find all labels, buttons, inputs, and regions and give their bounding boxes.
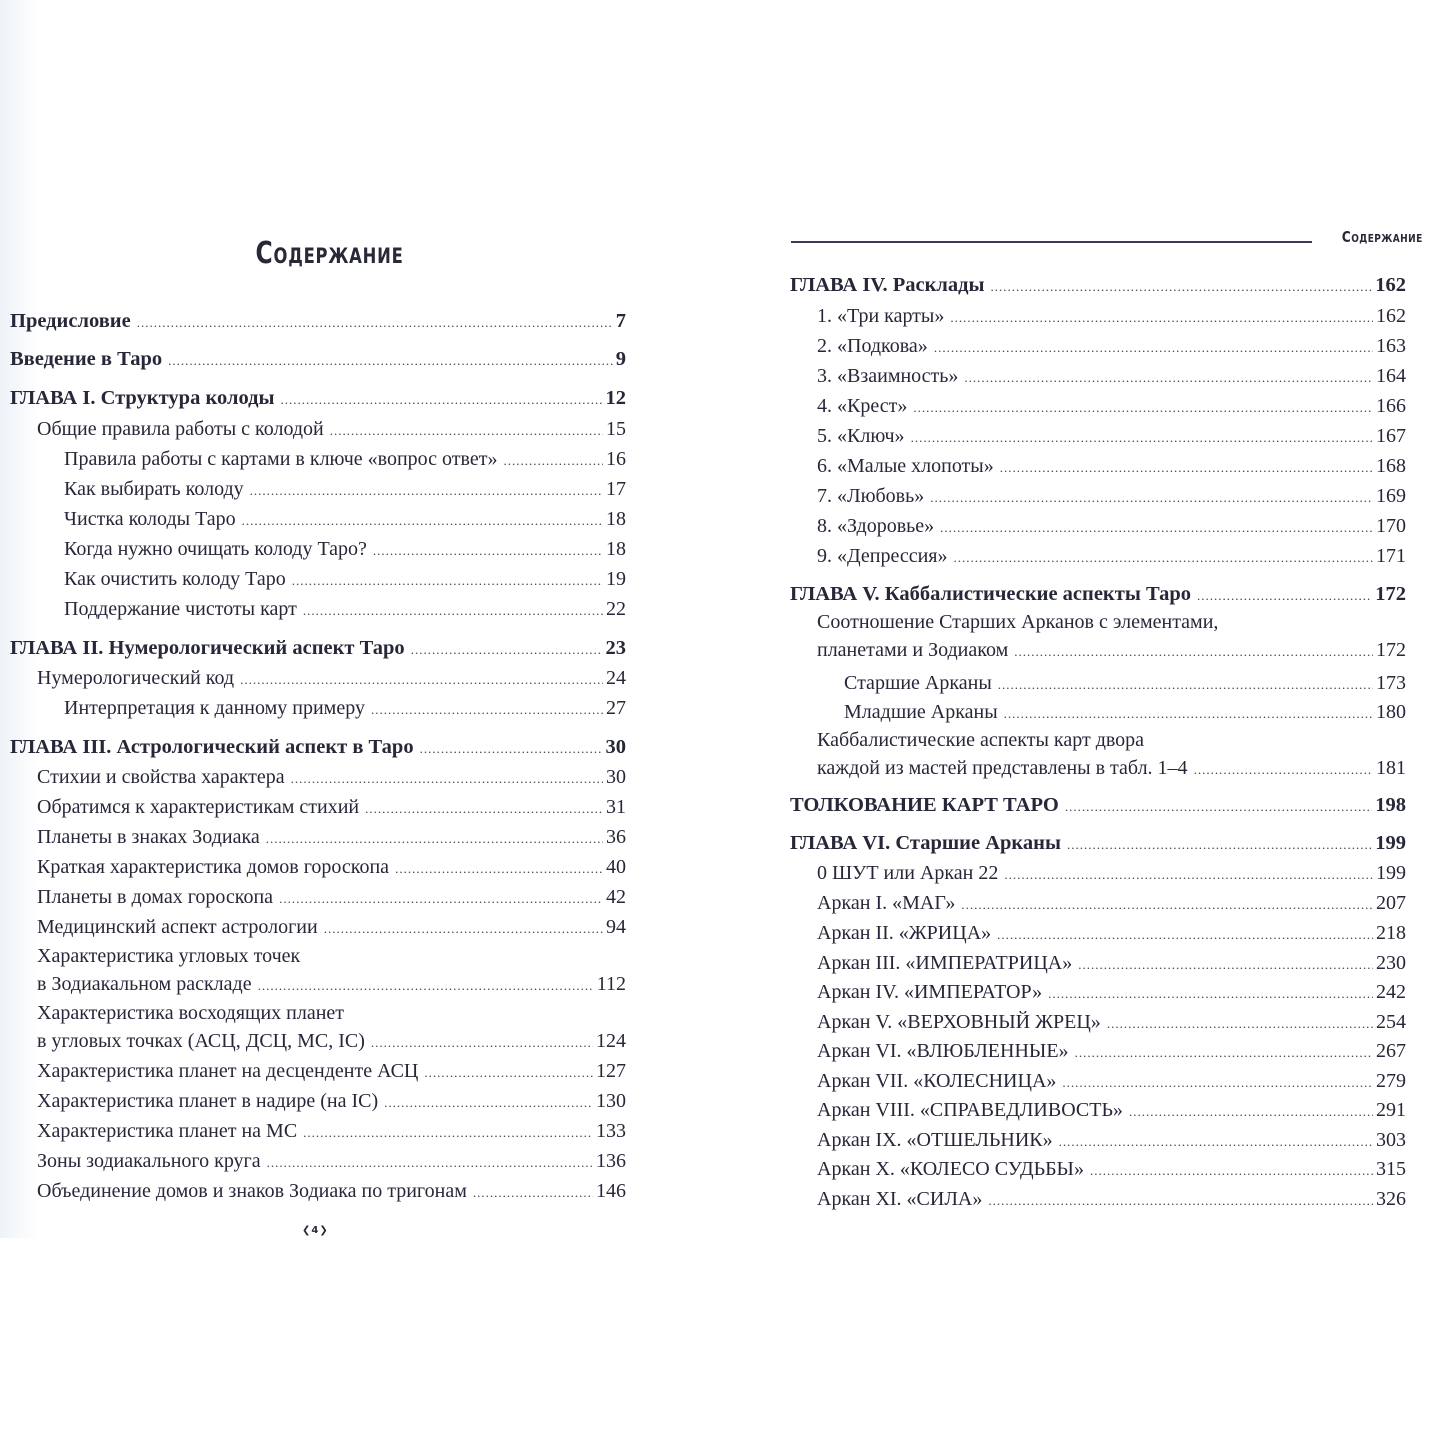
toc-entry-title: Чистка колоды Таро	[64, 508, 236, 530]
toc-entry-title: Старшие Арканы	[844, 672, 992, 694]
running-head-label: Содержание	[1342, 228, 1423, 246]
toc-entry-row	[817, 482, 1406, 512]
dot-leader	[1090, 1157, 1373, 1185]
toc-entry-row	[817, 452, 1406, 482]
dot-leader	[473, 1179, 593, 1207]
toc-entry-row	[10, 384, 626, 414]
toc-entry-page-number: 36	[606, 826, 626, 848]
toc-entry-row	[817, 512, 1406, 542]
toc-entry-page-number: 31	[606, 796, 626, 818]
toc-entry-page-number: 171	[1376, 545, 1406, 567]
toc-entry-page-number: 130	[596, 1090, 626, 1112]
dot-leader	[373, 537, 603, 565]
dot-leader	[1000, 454, 1373, 482]
dot-leader	[950, 304, 1373, 332]
toc-entry-row	[817, 859, 1406, 889]
toc-entry-row	[817, 1126, 1406, 1156]
toc-entry-page-number: 207	[1376, 892, 1406, 914]
dot-leader	[988, 1187, 1373, 1215]
toc-entry[interactable]	[790, 726, 1406, 784]
toc-entry-row	[37, 1087, 626, 1117]
dot-leader	[303, 1119, 593, 1147]
toc-entry-page-number: 167	[1376, 425, 1406, 447]
toc-entry-title: 6. «Малые хлопоты»	[817, 455, 994, 477]
toc-entry-title: Аркан X. «КОЛЕСО СУДЬБЫ»	[817, 1158, 1085, 1180]
toc-entry[interactable]	[790, 332, 1406, 362]
toc-entry[interactable]	[10, 595, 626, 625]
toc-entry-title: Интерпретация к данному примеру	[64, 697, 365, 719]
toc-entry[interactable]	[10, 823, 626, 853]
toc-entry-title: 5. «Ключ»	[817, 425, 905, 447]
dot-leader	[1107, 1010, 1373, 1038]
toc-entry-page-number: 172	[1375, 583, 1406, 605]
toc-entry[interactable]	[10, 1147, 626, 1177]
toc-entry-page-number: 146	[596, 1180, 626, 1202]
toc-entry-row	[817, 542, 1406, 572]
toc-entry-page-number: 30	[606, 766, 626, 788]
toc-entry[interactable]	[10, 445, 626, 475]
toc-entry-row	[817, 1155, 1406, 1185]
toc-entry-title: Общие правила работы с колодой	[37, 418, 324, 440]
dot-leader	[240, 666, 603, 694]
toc-entry-title: Аркан II. «ЖРИЦА»	[817, 922, 992, 944]
page-number-folio: ❮4❯	[302, 1225, 329, 1236]
toc-entry-title: Правила работы с картами в ключе «вопрос ответ»	[64, 448, 498, 470]
dot-leader	[279, 885, 603, 913]
toc-entry-page-number: 17	[606, 478, 626, 500]
toc-entry-row	[37, 883, 626, 913]
toc-entry-title: Как очистить колоду Таро	[64, 568, 286, 590]
toc-entry-row	[817, 889, 1406, 919]
toc-entry-page-number: 15	[606, 418, 626, 440]
dot-leader	[954, 544, 1374, 572]
toc-entry-page-number: 23	[605, 637, 626, 659]
toc-entry-page-number: 22	[606, 598, 626, 620]
toc-entry-title-line1: Характеристика угловых точек	[37, 945, 301, 967]
toc-entry[interactable]	[790, 1155, 1406, 1185]
dot-leader	[324, 915, 603, 943]
toc-entry-title: Аркан XI. «СИЛА»	[817, 1188, 983, 1210]
toc-entry-page-number: 19	[606, 568, 626, 590]
toc-entry-row	[64, 565, 626, 595]
toc-entry-row	[37, 823, 626, 853]
toc-entry-row	[10, 307, 626, 337]
dot-leader	[292, 567, 603, 595]
toc-entry-page-number: 218	[1376, 922, 1406, 944]
toc-entry[interactable]	[790, 422, 1406, 452]
dot-leader	[961, 891, 1373, 919]
toc-entry-page-number: 166	[1376, 395, 1406, 417]
dot-leader	[998, 671, 1373, 699]
toc-entry-page-number: 164	[1376, 365, 1406, 387]
toc-entry[interactable]	[10, 1057, 626, 1087]
toc-entry-title: ГЛАВА III. Астрологический аспект в Таро	[10, 736, 414, 758]
dot-leader	[424, 1059, 593, 1087]
dot-leader	[168, 347, 613, 375]
dot-leader	[1048, 980, 1373, 1008]
toc-entry-title: Аркан I. «МАГ»	[817, 892, 956, 914]
toc-entry-page-number: 16	[606, 448, 626, 470]
toc-chapter-entry[interactable]	[790, 580, 1406, 610]
toc-entry[interactable]	[790, 698, 1406, 728]
toc-entry-row	[817, 754, 1406, 784]
toc-entry-row	[64, 595, 626, 625]
dot-leader	[1067, 831, 1372, 859]
dot-leader	[330, 417, 603, 445]
toc-entry[interactable]	[790, 542, 1406, 572]
toc-entry[interactable]	[790, 392, 1406, 422]
toc-entry-row	[64, 505, 626, 535]
toc-entry-page-number: 162	[1375, 274, 1406, 296]
toc-entry-title: Аркан IX. «ОТШЕЛЬНИК»	[817, 1129, 1053, 1151]
toc-entry[interactable]	[10, 1087, 626, 1117]
toc-entry[interactable]	[10, 883, 626, 913]
dot-leader	[940, 514, 1373, 542]
toc-entry-title: 3. «Взаимность»	[817, 365, 959, 387]
dot-leader	[137, 309, 613, 337]
dot-leader	[267, 1149, 593, 1177]
toc-entry-row	[817, 1096, 1406, 1126]
toc-entry-title: Медицинский аспект астрологии	[37, 916, 318, 938]
toc-entry-title: Когда нужно очищать колоду Таро?	[64, 538, 367, 560]
toc-entry-page-number: 199	[1376, 862, 1406, 884]
dot-leader	[1062, 1069, 1373, 1097]
toc-entry[interactable]	[790, 302, 1406, 332]
toc-entry-row	[37, 853, 626, 883]
toc-entry-row	[790, 829, 1406, 859]
toc-entry-row	[844, 698, 1406, 728]
toc-entry-page-number: 315	[1376, 1158, 1406, 1180]
toc-entry[interactable]	[10, 505, 626, 535]
toc-entry[interactable]	[790, 919, 1406, 949]
toc-chapter-entry[interactable]	[10, 345, 626, 375]
toc-entry[interactable]	[790, 859, 1406, 889]
toc-entry-title: ГЛАВА VI. Старшие Арканы	[790, 832, 1061, 854]
toc-entry-row	[64, 445, 626, 475]
toc-entry-row	[817, 1185, 1406, 1215]
dot-leader	[911, 424, 1373, 452]
toc-entry-title: Младшие Арканы	[844, 701, 998, 723]
toc-chapter-entry[interactable]	[790, 829, 1406, 859]
toc-entry-page-number: 9	[615, 348, 626, 370]
toc-entry[interactable]	[790, 482, 1406, 512]
dot-leader	[371, 696, 603, 724]
toc-entry[interactable]	[790, 452, 1406, 482]
toc-entry-page-number: 163	[1376, 335, 1406, 357]
toc-entry[interactable]	[10, 694, 626, 724]
toc-entry-row	[37, 913, 626, 943]
toc-entry-page-number: 279	[1376, 1070, 1406, 1092]
toc-entry-title: Нумерологический код	[37, 667, 235, 689]
toc-entry[interactable]	[790, 362, 1406, 392]
toc-entry-title-line1: Характеристика восходящих планет	[37, 1002, 345, 1024]
toc-entry-row	[10, 634, 626, 664]
toc-entry-row	[817, 422, 1406, 452]
toc-entry[interactable]	[10, 942, 626, 1000]
toc-entry-page-number: 18	[606, 538, 626, 560]
toc-entry-page-number: 18	[606, 508, 626, 530]
dot-leader	[258, 972, 594, 1000]
dot-leader	[1194, 756, 1373, 784]
toc-entry-page-number: 172	[1376, 639, 1406, 661]
toc-entry-page-number: 30	[605, 736, 626, 758]
toc-entry-title: Объединение домов и знаков Зодиака по тригонам	[37, 1180, 467, 1202]
toc-entry[interactable]	[10, 1177, 626, 1207]
dot-leader	[266, 825, 603, 853]
toc-entry-title: ГЛАВА II. Нумерологический аспект Таро	[10, 637, 405, 659]
toc-entry-page-number: 168	[1376, 455, 1406, 477]
dot-leader	[411, 636, 603, 664]
toc-entry[interactable]	[10, 535, 626, 565]
dot-leader	[1014, 638, 1373, 666]
toc-entry-row	[844, 669, 1406, 699]
dot-leader	[964, 364, 1373, 392]
dot-leader	[1004, 861, 1373, 889]
toc-entry-row	[790, 271, 1406, 301]
toc-entry-page-number: 162	[1376, 305, 1406, 327]
toc-entry[interactable]	[10, 475, 626, 505]
toc-entry[interactable]	[790, 1067, 1406, 1097]
toc-entry-title-line1: Каббалистические аспекты карт двора	[817, 729, 1145, 751]
dot-leader	[303, 597, 603, 625]
toc-entry-title: Характеристика планет в надире (на IC)	[37, 1090, 379, 1112]
toc-entry-row	[37, 793, 626, 823]
toc-entry-page-number: 199	[1375, 832, 1406, 854]
toc-entry-page-number: 170	[1376, 515, 1406, 537]
dot-leader	[365, 795, 603, 823]
toc-entry-title: 4. «Крест»	[817, 395, 908, 417]
toc-entry-title: Планеты в знаках Зодиака	[37, 826, 260, 848]
toc-entry-row	[37, 1057, 626, 1087]
toc-entry-title: Краткая характеристика домов гороскопа	[37, 856, 390, 878]
dot-leader	[291, 765, 603, 793]
toc-entry-row	[817, 636, 1406, 666]
dot-leader	[1065, 793, 1372, 821]
toc-entry-page-number: 169	[1376, 485, 1406, 507]
toc-entry[interactable]	[790, 949, 1406, 979]
toc-entry-row	[790, 580, 1406, 610]
toc-entry-title: Планеты в домах гороскопа	[37, 886, 274, 908]
dot-leader	[503, 447, 603, 475]
dot-leader	[395, 855, 603, 883]
toc-entry[interactable]	[790, 1037, 1406, 1067]
toc-entry-title: 9. «Депрессия»	[817, 545, 948, 567]
toc-entry-title: каждой из мастей представлены в табл. 1–4	[817, 757, 1188, 779]
dot-leader	[1078, 951, 1373, 979]
toc-entry-row	[817, 392, 1406, 422]
toc-entry[interactable]	[790, 608, 1406, 666]
toc-entry-title: Характеристика планет на десценденте АСЦ	[37, 1060, 419, 1082]
toc-entry-row	[37, 763, 626, 793]
toc-entry-title: 1. «Три карты»	[817, 305, 945, 327]
toc-entry-row	[817, 332, 1406, 362]
toc-entry[interactable]	[790, 512, 1406, 542]
toc-entry-row	[10, 733, 626, 763]
toc-entry-page-number: 326	[1376, 1188, 1406, 1210]
toc-entry-row	[64, 694, 626, 724]
toc-entry[interactable]	[790, 669, 1406, 699]
toc-entry-title: ГЛАВА IV. Расклады	[790, 274, 985, 296]
toc-entry-page-number: 180	[1376, 701, 1406, 723]
toc-entry-title: 2. «Подкова»	[817, 335, 928, 357]
toc-entry-row	[64, 535, 626, 565]
toc-entry-title: ГЛАВА I. Структура колоды	[10, 387, 275, 409]
toc-entry-title-line1: Соотношение Старших Арканов с элементами,	[817, 611, 1219, 633]
toc-chapter-entry[interactable]	[790, 271, 1406, 301]
dot-leader	[1197, 582, 1372, 610]
dot-leader	[384, 1089, 593, 1117]
toc-chapter-entry[interactable]	[10, 634, 626, 664]
toc-entry-title: 8. «Здоровье»	[817, 515, 935, 537]
toc-entry-title: Введение в Таро	[10, 348, 163, 370]
toc-entry-page-number: 42	[606, 886, 626, 908]
toc-entry-page-number: 27	[606, 697, 626, 719]
toc-entry[interactable]	[790, 1096, 1406, 1126]
dot-leader	[250, 477, 603, 505]
toc-entry-page-number: 173	[1376, 672, 1406, 694]
toc-entry-title: 0 ШУТ или Аркан 22	[817, 862, 999, 884]
toc-entry-row	[817, 1008, 1406, 1038]
toc-entry-title: Предисловие	[10, 310, 131, 332]
toc-entry-title: Зоны зодиакального круга	[37, 1150, 261, 1172]
toc-entry-row	[790, 791, 1406, 821]
toc-chapter-entry[interactable]	[10, 384, 626, 414]
toc-entry-page-number: 12	[605, 387, 626, 409]
toc-entry-page-number: 112	[596, 973, 626, 995]
toc-entry-row	[817, 362, 1406, 392]
toc-entry-title: 7. «Любовь»	[817, 485, 925, 507]
toc-entry-page-number: 40	[606, 856, 626, 878]
toc-entry-row	[817, 1037, 1406, 1067]
toc-entry-title: в Зодиакальном раскладе	[37, 973, 252, 995]
dot-leader	[242, 507, 603, 535]
toc-entry-title: планетами и Зодиаком	[817, 639, 1009, 661]
toc-entry-title: ТОЛКОВАНИЕ КАРТ ТАРО	[790, 794, 1059, 816]
toc-entry-row	[817, 949, 1406, 979]
toc-entry[interactable]	[10, 853, 626, 883]
toc-entry-title: Аркан III. «ИМПЕРАТРИЦА»	[817, 952, 1073, 974]
toc-entry-title: в угловых точках (АСЦ, ДСЦ, МС, IC)	[37, 1030, 365, 1052]
toc-entry-page-number: 303	[1376, 1129, 1406, 1151]
toc-entry-title: Обратимся к характеристикам стихий	[37, 796, 360, 818]
toc-entry-title: Как выбирать колоду	[64, 478, 244, 500]
toc-entry-title: Аркан V. «ВЕРХОВНЫЙ ЖРЕЦ»	[817, 1011, 1101, 1033]
page-title: Содержание	[255, 236, 404, 271]
toc-entry-page-number: 242	[1376, 981, 1406, 1003]
toc-entry-page-number: 254	[1376, 1011, 1406, 1033]
toc-entry-title: Аркан VII. «КОЛЕСНИЦА»	[817, 1070, 1057, 1092]
toc-entry[interactable]	[790, 978, 1406, 1008]
toc-chapter-entry[interactable]	[790, 791, 1406, 821]
toc-entry-title: Аркан VIII. «СПРАВЕДЛИВОСТЬ»	[817, 1099, 1123, 1121]
toc-entry-row	[37, 664, 626, 694]
toc-entry-row	[64, 475, 626, 505]
running-head	[791, 226, 1423, 246]
toc-entry-page-number: 7	[615, 310, 626, 332]
toc-entry[interactable]	[10, 763, 626, 793]
toc-entry-page-number: 230	[1376, 952, 1406, 974]
dot-leader	[1059, 1128, 1373, 1156]
toc-entry-row	[37, 1117, 626, 1147]
dot-leader	[934, 334, 1373, 362]
toc-entry-row	[37, 1147, 626, 1177]
toc-entry-row	[817, 302, 1406, 332]
toc-entry-title: ГЛАВА V. Каббалистические аспекты Таро	[790, 583, 1192, 605]
dot-leader	[420, 735, 603, 763]
toc-entry-row	[817, 1067, 1406, 1097]
toc-entry-title: Поддержание чистоты карт	[64, 598, 297, 620]
toc-entry-row	[37, 970, 626, 1000]
toc-entry[interactable]	[10, 913, 626, 943]
dot-leader	[1004, 700, 1373, 728]
toc-entry-page-number: 291	[1376, 1099, 1406, 1121]
toc-entry[interactable]	[790, 1126, 1406, 1156]
dot-leader	[997, 921, 1373, 949]
toc-entry-row	[37, 415, 626, 445]
toc-entry[interactable]	[10, 999, 626, 1057]
toc-entry-title: Аркан VI. «ВЛЮБЛЕННЫЕ»	[817, 1040, 1069, 1062]
toc-entry-page-number: 127	[596, 1060, 626, 1082]
running-head-rule	[791, 241, 1312, 243]
toc-entry[interactable]	[10, 793, 626, 823]
toc-entry-row	[37, 1177, 626, 1207]
dot-leader	[371, 1029, 593, 1057]
dot-leader	[281, 386, 603, 414]
toc-entry-row	[37, 1027, 626, 1057]
toc-entry-page-number: 181	[1376, 757, 1406, 779]
dot-leader	[1129, 1098, 1373, 1126]
toc-entry-row	[817, 978, 1406, 1008]
dot-leader	[913, 394, 1373, 422]
toc-entry[interactable]	[10, 565, 626, 595]
toc-entry[interactable]	[10, 415, 626, 445]
toc-entry[interactable]	[790, 1008, 1406, 1038]
toc-entry-page-number: 124	[596, 1030, 626, 1052]
toc-entry-title: Характеристика планет на МС	[37, 1120, 298, 1142]
toc-entry[interactable]	[790, 1185, 1406, 1215]
toc-entry-page-number: 24	[606, 667, 626, 689]
toc-entry[interactable]	[10, 664, 626, 694]
toc-chapter-entry[interactable]	[10, 307, 626, 337]
dot-leader	[1075, 1039, 1373, 1067]
dot-leader	[991, 273, 1373, 301]
toc-entry-page-number: 94	[606, 916, 626, 938]
toc-entry[interactable]	[790, 889, 1406, 919]
toc-entry-row	[10, 345, 626, 375]
toc-entry[interactable]	[10, 1117, 626, 1147]
toc-entry-page-number: 133	[596, 1120, 626, 1142]
toc-entry-page-number: 136	[596, 1150, 626, 1172]
toc-entry-title: Аркан IV. «ИМПЕРАТОР»	[817, 981, 1043, 1003]
toc-entry-page-number: 198	[1375, 794, 1406, 816]
dot-leader	[930, 484, 1373, 512]
toc-entry-row	[817, 919, 1406, 949]
toc-entry-page-number: 267	[1376, 1040, 1406, 1062]
toc-chapter-entry[interactable]	[10, 733, 626, 763]
toc-entry-title: Стихии и свойства характера	[37, 766, 285, 788]
